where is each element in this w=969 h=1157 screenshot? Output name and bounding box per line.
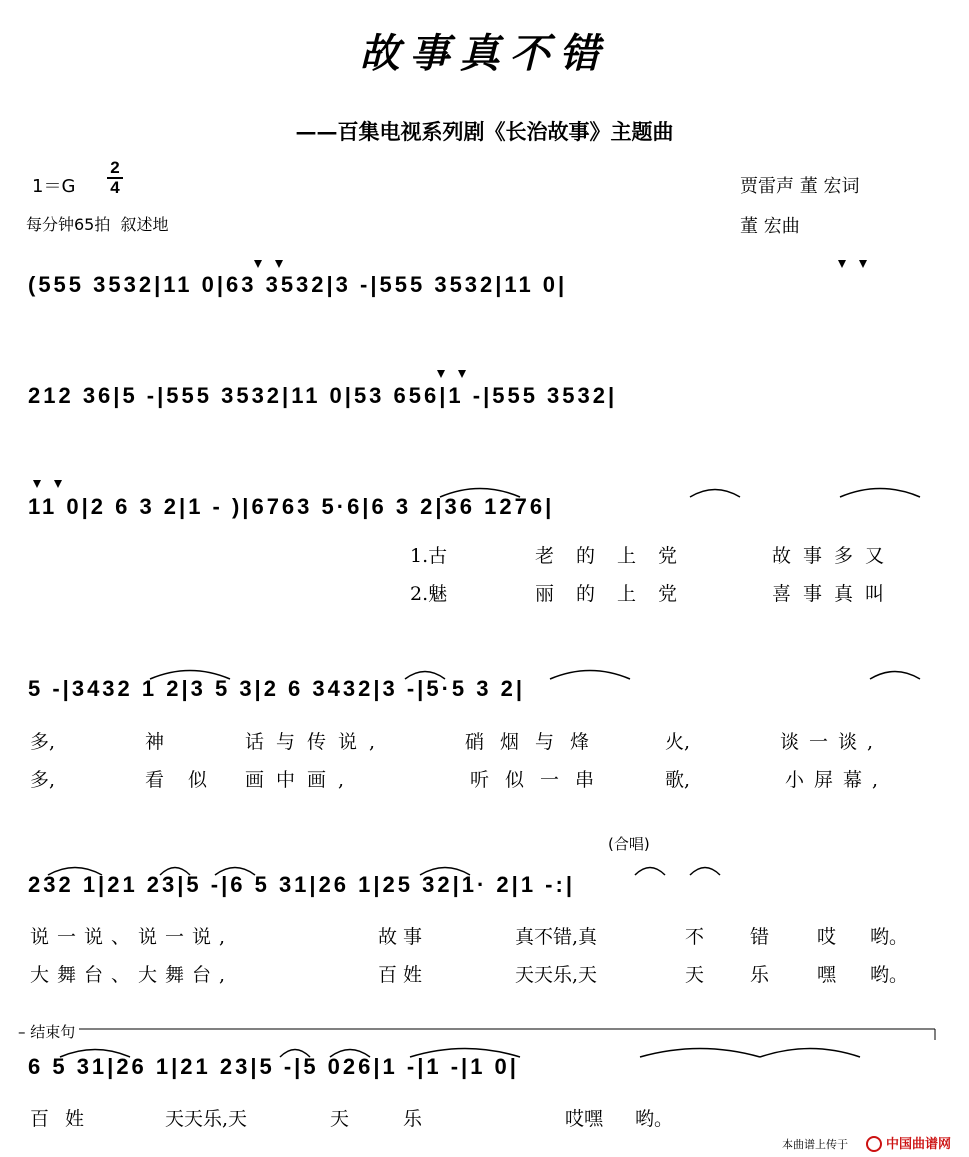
intro-lyric-v1-b: 老的上党 — [535, 545, 700, 567]
slur-mark — [410, 1049, 520, 1058]
music-line-1: (555 3532|11 0|63 3532|3 -|555 3532|11 0| — [28, 272, 568, 297]
chorus-lyric-v1-6: 哎 — [817, 926, 837, 948]
intro-lyric-v1-a: 1.古 — [410, 545, 448, 567]
verse1-lyric-4: 硝烟与烽 — [465, 731, 606, 753]
ending-lyric-4: 乐 — [403, 1108, 423, 1130]
slur-mark — [60, 1050, 130, 1058]
ending-lyric-2: 天天乐,天 — [165, 1108, 248, 1130]
chorus-lyric-v2-2: 百姓 — [378, 964, 429, 986]
chorus-lyric-v1-5: 错 — [750, 926, 770, 948]
ending-lyric-3: 天 — [330, 1108, 350, 1130]
ending-marking: – 结束句 — [14, 1021, 79, 1042]
intro-lyric-v2-b: 丽的上党 — [535, 583, 700, 605]
intro-lyric-v2-c: 喜事真叫 — [772, 583, 897, 605]
intro-lyric-v1-c: 故事多又 — [772, 545, 897, 567]
composer-credit: 董 宏曲 — [740, 216, 800, 237]
slur-mark — [760, 1049, 860, 1058]
slur-mark — [48, 868, 102, 876]
verse2-lyric-2: 看似 — [145, 769, 232, 791]
ending-label: 结束句 — [30, 1023, 76, 1041]
slur-mark — [640, 1049, 760, 1058]
music-line-3: 11 0|2 6 3 2|1 - )|6763 5·6|6 3 2|36 1276| — [28, 494, 555, 519]
slur-mark — [150, 671, 230, 680]
verse1-lyric-3: 话与传说, — [245, 731, 388, 753]
music-line-4: 5 -|3432 1 2|3 5 3|2 6 3432|3 -|5·5 3 2| — [28, 676, 525, 701]
verse2-lyric-1: 多, — [30, 769, 56, 791]
tempo-value: 每分钟65拍 — [26, 215, 111, 234]
site-logo — [866, 1133, 951, 1153]
verse2-lyric-6: 小屏幕, — [785, 769, 889, 791]
slur-mark — [440, 489, 520, 498]
chorus-lyric-v2-4: 天 — [685, 964, 705, 986]
slur-mark — [690, 868, 720, 876]
key-signature: 1＝G — [32, 176, 76, 197]
expression-marking: 叙述地 — [120, 215, 169, 234]
upload-credit: 本曲谱上传于 — [782, 1138, 848, 1151]
slur-mark — [870, 672, 920, 680]
chorus-lyric-v1-7: 哟。 — [870, 926, 909, 948]
intro-lyric-v2-a: 2.魅 — [410, 583, 448, 605]
ending-lyric-5: 哎嘿 — [565, 1108, 604, 1130]
slur-mark — [405, 672, 445, 680]
site-logo-text: 中国曲谱网 — [886, 1137, 952, 1152]
song-subtitle: ——百集电视系列剧《长治故事》主题曲 — [295, 119, 674, 144]
slur-mark — [215, 868, 255, 876]
chorus-marking: (合唱) — [608, 835, 650, 853]
ending-lyric-1: 百姓 — [30, 1108, 101, 1130]
music-line-2: 212 36|5 -|555 3532|11 0|53 656|1 -|555 3532| — [28, 383, 618, 408]
chorus-lyric-v2-3: 天天乐,天 — [515, 964, 598, 986]
slur-mark — [635, 868, 665, 876]
music-line-5: 232 1|21 23|5 -|6 5 31|26 1|25 32|1· 2|1 -:| — [28, 872, 575, 897]
chorus-lyric-v2-1: 大舞台、大舞台, — [30, 964, 234, 986]
chorus-lyric-v1-2: 故事 — [378, 926, 429, 948]
ending-lyric-6: 哟。 — [635, 1108, 674, 1130]
chorus-lyric-v2-5: 乐 — [750, 964, 770, 986]
verse1-lyric-1: 多, — [30, 731, 56, 753]
slur-mark — [550, 671, 630, 680]
chorus-lyric-v2-6: 嘿 — [817, 964, 837, 986]
slur-mark — [160, 868, 190, 876]
verse2-lyric-3: 画中画, — [245, 769, 357, 791]
slur-mark — [330, 1050, 370, 1058]
time-signature-top: 2 — [110, 158, 120, 177]
accent-marks — [33, 260, 867, 488]
site-logo-icon — [866, 1136, 882, 1152]
slur-mark — [420, 868, 470, 876]
chorus-lyric-v2-7: 哟。 — [870, 964, 909, 986]
verse1-lyric-5: 火, — [665, 731, 691, 753]
verse2-lyric-5: 歌, — [665, 769, 691, 791]
verse2-lyric-4: 听似一串 — [470, 769, 611, 791]
song-title: 故事真不错 — [359, 30, 610, 77]
chorus-lyric-v1-1: 说一说、说一说, — [30, 926, 234, 948]
chorus-lyric-v1-4: 不 — [685, 926, 705, 948]
slur-mark — [690, 490, 740, 498]
time-signature-bottom: 4 — [110, 178, 120, 197]
verse1-lyric-6: 谈一谈, — [780, 731, 884, 753]
lyricist-credit: 贾雷声 董 宏词 — [740, 176, 860, 197]
music-line-6: 6 5 31|26 1|21 23|5 -|5 026|1 -|1 -|1 0| — [28, 1054, 519, 1079]
slur-mark — [840, 489, 920, 498]
verse1-lyric-2: 神 — [145, 731, 165, 753]
slur-mark — [280, 1050, 310, 1058]
chorus-lyric-v1-3: 真不错,真 — [515, 926, 598, 948]
